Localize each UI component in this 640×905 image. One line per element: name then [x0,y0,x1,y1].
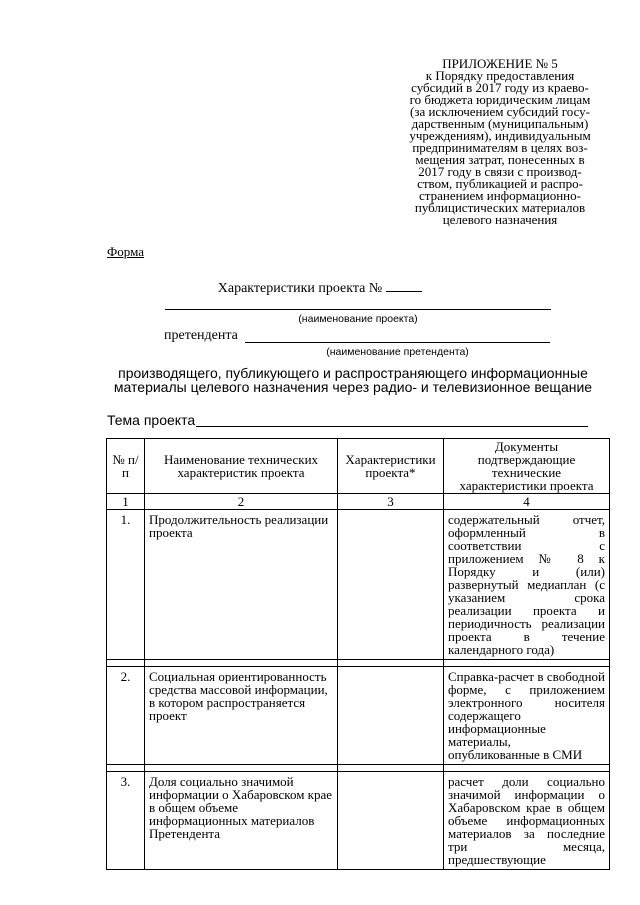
appendix-title: ПРИЛОЖЕНИЕ № 5 [442,56,558,71]
column-number: 3 [338,494,444,510]
column-number: 2 [145,494,338,510]
column-number-row [107,494,610,510]
table-row [107,772,610,870]
row-docs: Справка-расчет в свободной форме, с приложением электронного носителя содержащего информационные материалы, опубликованные в СМИ [444,667,610,765]
appendix-body: к Порядку предоставления субсидий в 2017 году из краево- го бюджета юридическим лицам (за исключением субсидий госу- дарственным (муниципальным) учреждениям), индивидуальным предпринимателям в целях воз- мещения затрат, понесенных в 2017 году в связи с производ- ством, публикацией и распро- странением информационно- публицистических материалов целевого назначения [409,68,591,227]
applicant-label: претендента [164,328,238,343]
column-number: 1 [107,494,145,510]
header-name: Наименование технических характеристик проекта [145,439,338,494]
row-value-cell[interactable] [338,772,444,870]
form-label: Форма [107,244,144,259]
table-row [107,510,610,660]
row-value-cell[interactable] [338,667,444,765]
applicant-name-field[interactable] [245,342,550,343]
project-number-field[interactable] [386,279,422,292]
row-value-cell[interactable] [338,510,444,660]
project-name-caption: (наименование проекта) [298,313,418,325]
header-docs: Документы подтверждающие технические характеристики проекта [444,439,610,494]
row-number: 3. [107,772,145,870]
appendix-block [393,58,607,226]
row-spacer [107,765,610,772]
table-header-row [107,439,610,494]
row-spacer [107,660,610,667]
row-number: 1. [107,510,145,660]
topic-label: Тема проекта [107,412,196,428]
project-name-field[interactable] [165,309,551,310]
row-name: Социальная ориентированность средства массовой информации, в котором распространяется проект [145,667,338,765]
table-row [107,667,610,765]
characteristics-title [0,279,640,297]
row-name: Доля социально значимой информации о Хабаровском крае в общем объеме информационных материалов Претендента [145,772,338,870]
header-number: № п/п [107,439,145,494]
header-value: Характеристики проекта* [338,439,444,494]
column-number: 4 [444,494,610,510]
characteristics-title-text: Характеристики проекта № [217,281,383,296]
row-docs: расчет доли социально значимой информации о Хабаровском крае в общем объеме информационных материалов за последние три месяца, предшествующие [444,772,610,870]
row-name: Продолжительность реализации проекта [145,510,338,660]
topic-field[interactable] [196,426,588,427]
applicant-description: производящего, публикующего и распространяющего информационные материалы целевого назначения через радио- и телевизионное вещание [113,365,593,395]
characteristics-table [106,438,610,870]
row-docs: содержательный отчет, оформленный в соответствии с приложением № 8 к Порядку и (или) развернутый медиаплан (с указанием срока реализации проекта и периодичность реализации проекта в течение календарного года) [444,510,610,660]
row-number: 2. [107,667,145,765]
applicant-caption: (наименование претендента) [326,346,469,358]
